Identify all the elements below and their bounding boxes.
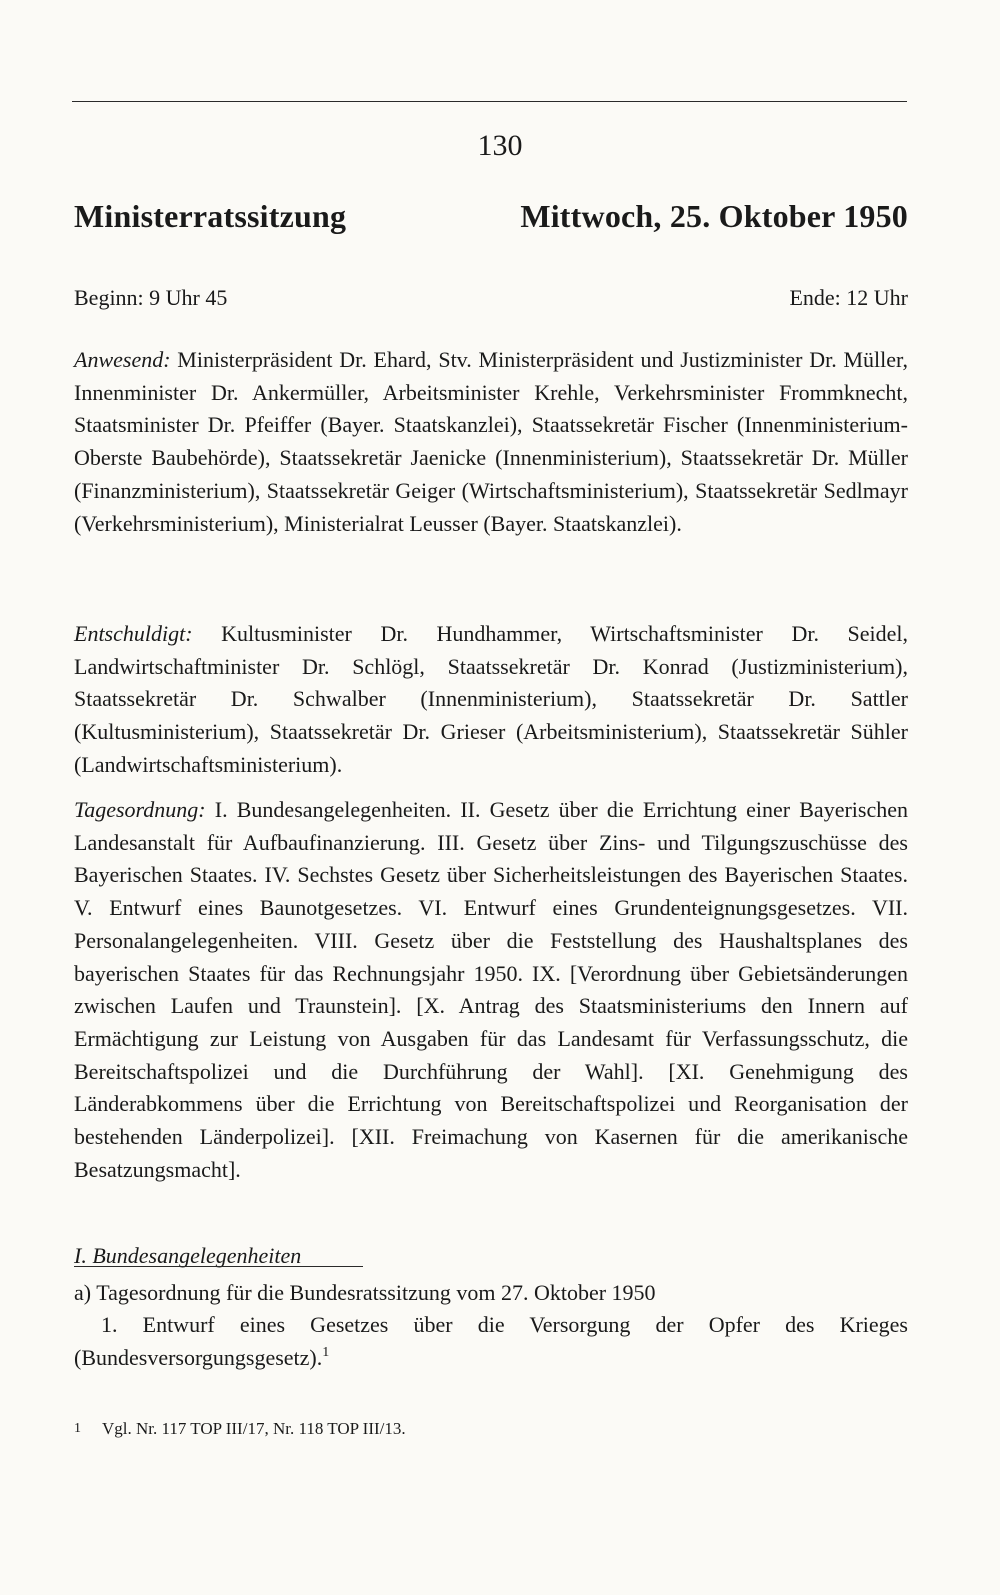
excused-text: Kultusminister Dr. Hundhammer, Wirtschaftsminister Dr. Seidel, Landwirtschaftminister Dr. Schlögl, Staatssekretär Dr. Konrad (Justizministerium), Staatssekretär Dr. Schwalber (Innenministerium), Staatssekretär Dr. Sattler (Kultusministerium), Staatssekretär Dr. Grieser (Arbeitsministerium), Staatssekretär Sühler (Landwirtschaftsministerium). bbox=[74, 621, 908, 777]
footnote-text: Vgl. Nr. 117 TOP III/17, Nr. 118 TOP III/13. bbox=[102, 1419, 406, 1438]
agenda-text: I. Bundesangelegenheiten. II. Gesetz über die Errichtung einer Bayerischen Landesanstalt für Aufbaufinanzierung. III. Gesetz über Zins- und Tilgungszuschüsse des Bayerischen Staates. IV. Sechstes Gesetz über Sicherheitsleistungen des Bayerischen Staates. V. Entwurf eines Baunotgesetzes. VI. Entwurf eines Grundenteignungsgesetzes. VII. Personalangelegenheiten. VIII. Gesetz über die Feststellung des Haushaltsplanes des bayerischen Staates für das Rechnungsjahr 1950. IX. [Verordnung über Gebietsänderungen zwischen Laufen und Traunstein]. [X. Antrag des Staatsministeriums den Innern auf Ermächtigung zur Leistung von Ausgaben für das Landesamt für Verfassungsschutz, die Bereitschaftspolizei und die Durchführung der Wahl]. [XI. Genehmigung des Länderabkommens über die Errichtung von Bereitschaftspolizei und Reorganisation der bestehenden Länderpolizei]. [XII. Freimachung von Kasernen für die amerikanische Besatzungsmacht]. bbox=[74, 797, 908, 1182]
excused-label: Entschuldigt: bbox=[74, 621, 193, 646]
section-heading-underline bbox=[74, 1266, 363, 1267]
session-title: Ministerratssitzung bbox=[74, 198, 347, 234]
attendees-text: Ministerpräsident Dr. Ehard, Stv. Ministerpräsident und Justizminister Dr. Müller, Innenminister Dr. Ankermüller, Arbeitsminister Krehle, Verkehrsminister Frommknecht, Staatsminister Dr. Pfeiffer (Bayer. Staatskanzlei), Staatssekretär Fischer (Innenministerium-Oberste Baubehörde), Staatssekretär Jaenicke (Innenministerium), Staatssekretär Dr. Müller (Finanzministerium), Staatssekretär Geiger (Wirtschaftsministerium), Staatssekretär Sedlmayr (Verkehrsministerium), Ministerialrat Leusser (Bayer. Staatskanzlei). bbox=[74, 347, 908, 536]
attendees-label: Anwesend: bbox=[74, 347, 171, 372]
agenda-paragraph bbox=[74, 794, 908, 1186]
end-time: Ende: 12 Uhr bbox=[789, 285, 908, 310]
session-date: Mittwoch, 25. Oktober 1950 bbox=[520, 198, 908, 234]
agenda-label: Tagesordnung: bbox=[74, 797, 206, 822]
attendees-paragraph bbox=[74, 344, 908, 540]
excused-paragraph bbox=[74, 618, 908, 782]
section-heading: I. Bundesangelegenheiten bbox=[74, 1243, 302, 1268]
agenda-item bbox=[74, 1309, 908, 1374]
agenda-item-text: 1. Entwurf eines Gesetzes über die Versorgung der Opfer des Krieges (Bundesversorgungsgesetz). bbox=[74, 1312, 908, 1370]
footnote-reference[interactable]: 1 bbox=[322, 1344, 330, 1360]
page-number: 130 bbox=[477, 129, 523, 162]
header-rule bbox=[72, 101, 907, 102]
footnote bbox=[74, 1417, 406, 1441]
footnote-mark: 1 bbox=[74, 1421, 81, 1436]
subsection-heading: a) Tagesordnung für die Bundesratssitzung vom 27. Oktober 1950 bbox=[74, 1280, 656, 1305]
start-time: Beginn: 9 Uhr 45 bbox=[74, 285, 228, 310]
